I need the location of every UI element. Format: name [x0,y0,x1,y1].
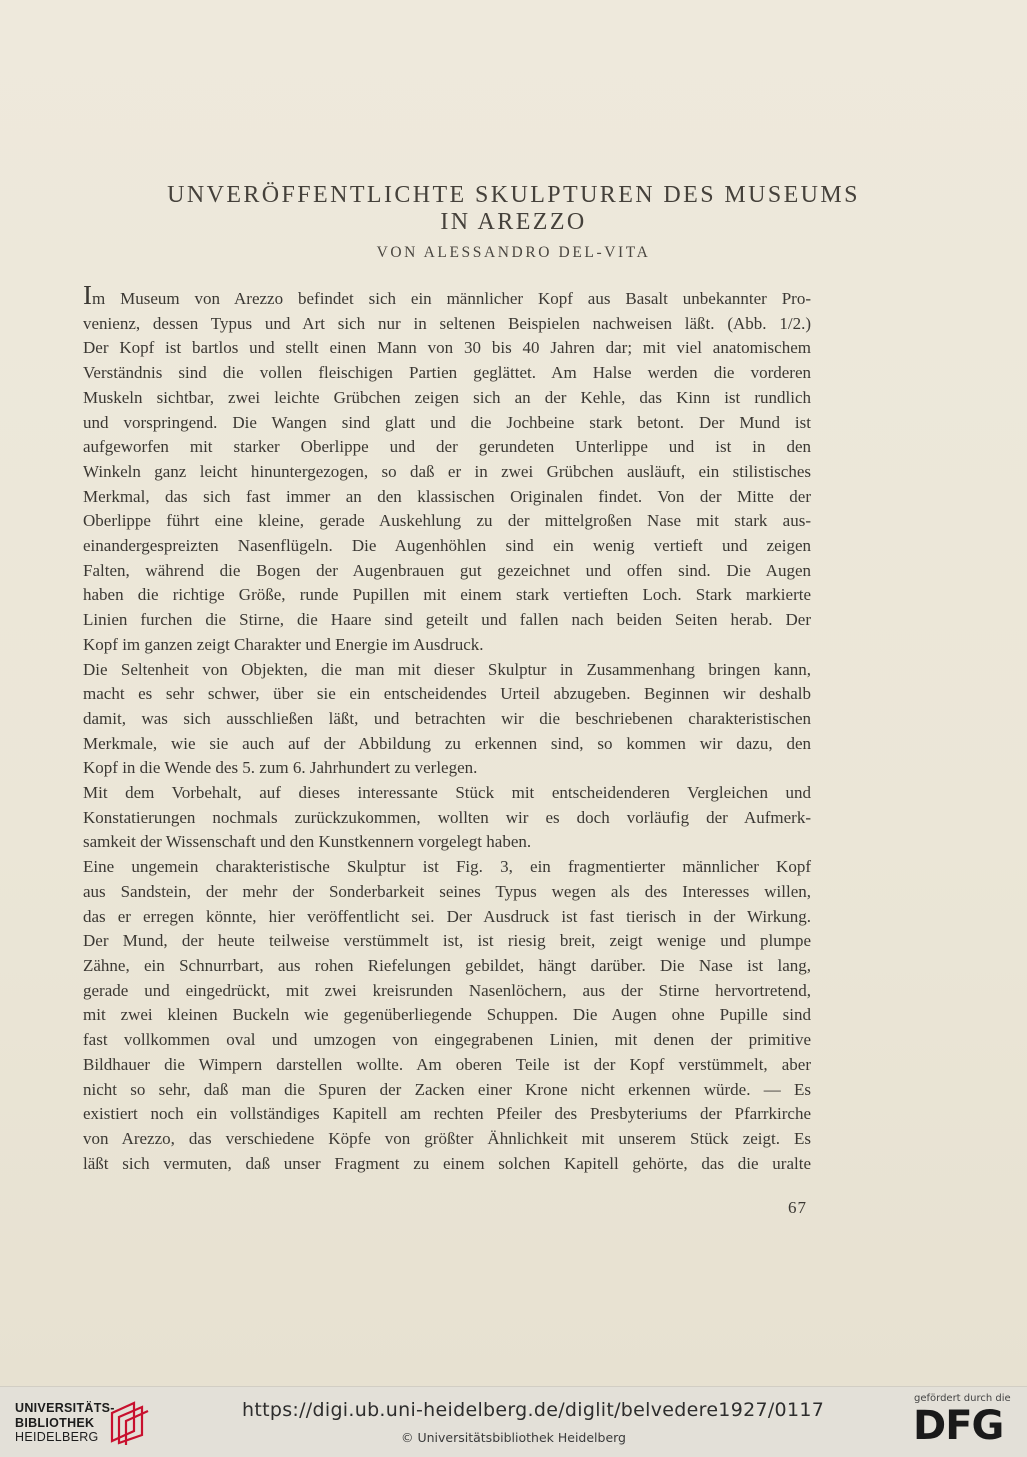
text-line: Die Seltenheit von Objekten, die man mit dieser Skulptur in Zusammenhang bringen kann, [83,659,811,679]
article-author: VON ALESSANDRO DEL-VITA [376,244,651,261]
paragraph [83,658,811,782]
drop-cap: I [83,280,92,310]
article-title-line-1: UNVERÖFFENTLICHTE SKULPTUREN DES MUSEUMS [167,182,860,208]
text-line: Bildhauer die Wimpern darstellen wollte. Am oberen Teile ist der Kopf verstümmelt, aber [83,1054,811,1074]
text-line: macht es sehr schwer, über sie ein entscheidendes Urteil abzugeben. Beginnen wir deshalb [83,684,811,704]
text-line: aus Sandstein, der mehr der Sonderbarkeit seines Typus wegen als des Interesses willen, [83,881,811,901]
article-title-line-2: IN AREZZO [440,209,587,235]
funding-note: gefördert durch die [914,1393,1011,1404]
library-name-line-3: HEIDELBERG [15,1430,99,1444]
text-line: Linien furchen die Stirne, die Haare sind geteilt und fallen nach beiden Seiten herab. Der [83,610,811,630]
text-line: Eine ungemein charakteristische Skulptur ist Fig. 3, ein fragmentierter männlicher Kopf [83,857,811,877]
text-line: damit, was sich ausschließen läßt, und betrachten wir die beschriebenen charakteristischen [83,708,811,728]
article-body [83,280,811,1176]
text-line: Zähne, ein Schnurrbart, aus rohen Riefelungen gebildet, hängt darüber. Die Nase ist lang, [83,955,811,975]
text-line: Der Kopf ist bartlos und stellt einen Mann von 30 bis 40 Jahren dar; mit viel anatomischem [83,338,811,358]
library-name-line-1: UNIVERSITÄTS- [15,1401,115,1415]
text-line: Konstatierungen nochmals zurückzukommen, wollten wir es doch vorläufig der Aufmerk- [83,807,811,827]
text-line: und vorspringend. Die Wangen sind glatt und die Jochbeine stark betont. Der Mund ist [83,412,811,432]
text-line: Muskeln sichtbar, zwei leichte Grübchen zeigen sich an der Kehle, das Kinn ist rundlich [83,387,811,407]
text-line: Der Mund, der heute teilweise verstümmelt ist, ist riesig breit, zeigt wenige und plumpe [83,931,811,951]
paragraph [83,855,811,1176]
text-line: Merkmale, wie sie auch auf der Abbildung zu erkennen sind, so kommen wir dazu, den [83,733,811,753]
text-line: Kopf im ganzen zeigt Charakter und Energie im Ausdruck. [83,634,484,654]
text-line [83,280,811,312]
paragraph [83,781,811,855]
text-line: Verständnis sind die vollen fleischigen Partien geglättet. Am Halse werden die vorderen [83,363,811,383]
permalink-url[interactable]: https://digi.ub.uni-heidelberg.de/diglit/belvedere1927/0117 [242,1399,825,1421]
text-line: samkeit der Wissenschaft und den Kunstkennern vorgelegt haben. [83,832,532,852]
text-line: mit zwei kleinen Buckeln wie gegenüberliegende Schuppen. Die Augen ohne Pupille sind [83,1005,811,1025]
text-line: Merkmal, das sich fast immer an den klassischen Originalen findet. Von der Mitte der [83,486,811,506]
viewer-footer [0,1386,1027,1457]
text-line: Oberlippe führt eine kleine, gerade Auskehlung zu der mittelgroßen Nase mit stark aus- [83,511,811,531]
text-line: einandergespreizten Nasenflügeln. Die Augenhöhlen sind ein wenig vertieft und zeigen [83,536,811,556]
text-line: venienz, dessen Typus und Art sich nur in seltenen Beispielen nachweisen läßt. (Abb. 1/2.) [83,313,811,333]
library-name-line-2: BIBLIOTHEK [15,1415,95,1430]
text-line: Mit dem Vorbehalt, auf dieses interessante Stück mit entscheidenderen Vergleichen und [83,783,811,803]
text-line: nicht so sehr, daß man die Spuren der Zacken einer Krone nicht erkennen würde. — Es [83,1079,811,1099]
text-line: das er erregen könnte, hier veröffentlicht sei. Der Ausdruck ist fast tierisch in der Wirkung. [83,906,811,926]
text-line: Falten, während die Bogen der Augenbrauen gut gezeichnet und offen sind. Die Augen [83,560,811,580]
copyright-notice: © Universitätsbibliothek Heidelberg [400,1430,626,1445]
text-line: fast vollkommen oval und umzogen von eingegrabenen Linien, mit denen der primitive [83,1030,811,1050]
page-number: 67 [788,1198,807,1217]
text-line: von Arezzo, das verschiedene Köpfe von größter Ähnlichkeit mit unserem Stück zeigt. Es [83,1128,811,1148]
dfg-logo[interactable]: DFG [913,1403,1004,1449]
text-line: gerade und eingedrückt, mit zwei kreisrunden Nasenlöchern, aus der Stirne hervortretend, [83,980,811,1000]
text-line-content: m Museum von Arezzo befindet sich ein männlicher Kopf aus Basalt unbekannter Pro- [92,289,811,308]
text-line: läßt sich vermuten, daß unser Fragment zu einem solchen Kapitell gehörte, das die uralte [83,1153,811,1173]
text-line: aufgeworfen mit starker Oberlippe und der gerundeten Unterlippe und ist in den [83,437,811,457]
text-line: haben die richtige Größe, runde Pupillen mit einem stark vertieften Loch. Stark markierte [83,585,811,605]
paragraph [83,280,811,658]
text-line: Winkeln ganz leicht hinuntergezogen, so daß er in zwei Grübchen ausläuft, ein stilistisches [83,461,811,481]
text-line: existiert noch ein vollständiges Kapitell am rechten Pfeiler des Presbyteriums der Pfarrkirche [83,1104,811,1124]
text-line: Kopf in die Wende des 5. zum 6. Jahrhundert zu verlegen. [83,758,478,778]
